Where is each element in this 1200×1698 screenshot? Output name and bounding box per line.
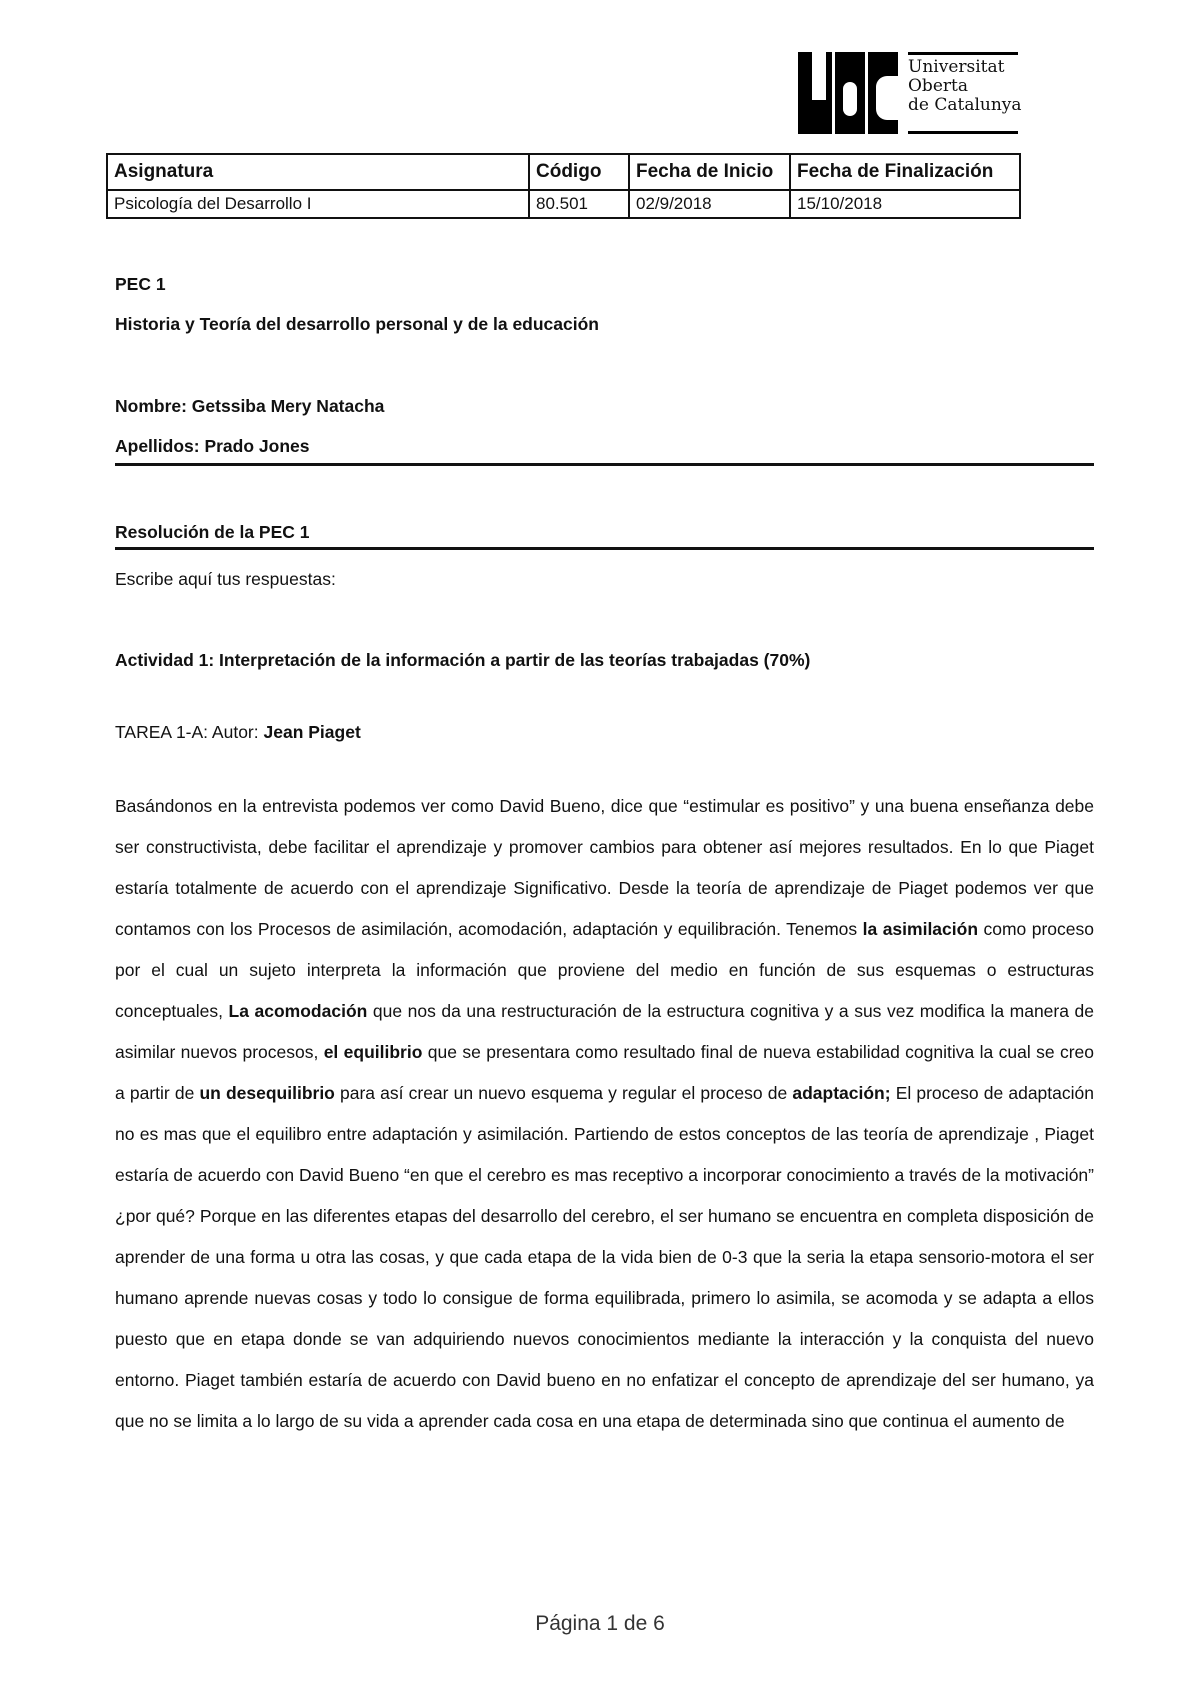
course-info-table bbox=[106, 153, 1021, 219]
student-apellidos: Apellidos: Prado Jones bbox=[115, 436, 310, 456]
body-text-1: Basándonos en la entrevista podemos ver como David Bueno, dice que “estimular es positivo” y una buena enseñanza debe ser constructivista, debe facilitar el aprendizaje y promover cambios para obtener así mejores resultados. En lo que Piaget estaría totalmente de acuerdo con el aprendizaje Significativo. Desde la teoría de aprendizaje de Piaget podemos ver que contamos con los Procesos de asimilación, acomodación, adaptación y equilibración. Tenemos bbox=[115, 796, 1094, 939]
header-codigo: Código bbox=[529, 154, 629, 190]
cell-asignatura: Psicología del Desarrollo I bbox=[107, 190, 529, 218]
task-line bbox=[115, 722, 361, 743]
uoc-logo-mark bbox=[798, 52, 898, 134]
body-paragraph bbox=[115, 786, 1094, 1442]
logo-line-1: Universitat bbox=[908, 57, 1005, 77]
divider-2 bbox=[115, 547, 1094, 550]
cell-fecha-finalizacion: 15/10/2018 bbox=[790, 190, 1020, 218]
pec-subtitle: Historia y Teoría del desarrollo personal y de la educación bbox=[115, 314, 600, 334]
logo-bottom-rule bbox=[908, 131, 1018, 134]
cell-codigo: 80.501 bbox=[529, 190, 629, 218]
pec-title: PEC 1 bbox=[115, 274, 166, 294]
cell-fecha-inicio: 02/9/2018 bbox=[629, 190, 790, 218]
uoc-logo-text bbox=[908, 58, 1022, 115]
body-bold-5: adaptación; bbox=[792, 1083, 891, 1103]
divider-1 bbox=[115, 463, 1094, 466]
body-text-4: que se presentara como resultado final de nueva estabilidad cognitiva la cual se creo a partir de bbox=[115, 1042, 1094, 1103]
task-author: Jean Piaget bbox=[263, 722, 361, 742]
body-text-6: El proceso de adaptación no es mas que el equilibro entre adaptación y asimilación. Partiendo de estos conceptos de las teoría de aprendizaje , Piaget estaría de acuerdo con David Bueno “en que el cerebro es mas receptivo a incorporar conocimiento a través de la motivación” ¿por qué? Porque en las diferentes etapas del desarrollo del cerebro, el ser humano se encuentra en completa disposición de aprender de una forma u otra las cosas, y que cada etapa de la vida bien de 0-3 que la seria la etapa sensorio-motora el ser humano aprende nuevas cosas y todo lo consigue de forma equilibrada, primero lo asimila, se acomoda y se adapta a ellos puesto que en etapa donde se van adquiriendo nuevos conocimientos mediante la interacción y la conquista del nuevo entorno. Piaget también estaría de acuerdo con David bueno en no enfatizar el concepto de aprendizaje del ser humano, ya que no se limita a lo largo de su vida a aprender cada cosa en una etapa de determinada sino que continua el aumento de bbox=[115, 1083, 1094, 1431]
header-fecha-finalizacion: Fecha de Finalización bbox=[790, 154, 1020, 190]
task-prefix: TAREA 1-A: Autor: bbox=[115, 722, 264, 742]
section-title: Resolución de la PEC 1 bbox=[115, 522, 310, 542]
header-fecha-inicio: Fecha de Inicio bbox=[629, 154, 790, 190]
body-bold-3: el equilibrio bbox=[323, 1042, 423, 1062]
logo-top-rule bbox=[908, 52, 1018, 55]
body-text-3: que nos da una restructuración de la estructura cognitiva y a sus vez modifica la manera de asimilar nuevos procesos, bbox=[115, 1001, 1094, 1062]
body-bold-2: La acomodación bbox=[228, 1001, 368, 1021]
logo-line-2: Oberta bbox=[908, 76, 968, 96]
instruction-text: Escribe aquí tus respuestas: bbox=[115, 569, 336, 589]
table-header-row bbox=[107, 154, 1020, 190]
logo-line-3: de Catalunya bbox=[908, 95, 1022, 115]
activity-title: Actividad 1: Interpretación de la información a partir de las teorías trabajadas (70%) bbox=[115, 650, 811, 670]
body-text-5: para así crear un nuevo esquema y regular el proceso de bbox=[334, 1083, 793, 1103]
table-row bbox=[107, 190, 1020, 218]
body-bold-1: la asimilación bbox=[862, 919, 979, 939]
body-bold-4: un desequilibrio bbox=[199, 1083, 335, 1103]
student-nombre: Nombre: Getssiba Mery Natacha bbox=[115, 396, 385, 416]
header-asignatura: Asignatura bbox=[107, 154, 529, 190]
body-text-2: como proceso por el cual un sujeto interpreta la información que proviene del medio en función de sus esquemas o estructuras conceptuales, bbox=[115, 919, 1095, 1021]
page-number: Página 1 de 6 bbox=[535, 1612, 665, 1635]
uoc-logo bbox=[798, 52, 1020, 134]
